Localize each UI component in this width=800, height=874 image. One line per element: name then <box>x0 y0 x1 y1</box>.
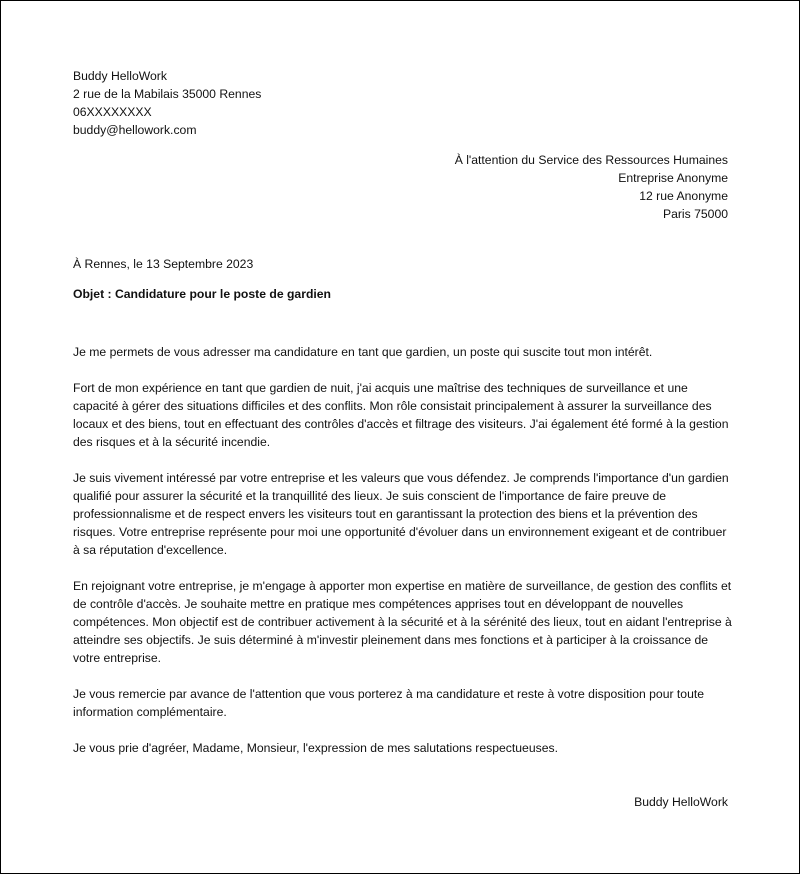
sender-phone: 06XXXXXXXX <box>73 105 152 119</box>
sender-address: 2 rue de la Mabilais 35000 Rennes <box>73 87 262 101</box>
letter-body <box>73 343 733 775</box>
paragraph-motivation: Je suis vivement intéressé par votre entreprise et les valeurs que vous défendez. Je comprends l'importance d'un gardien qualifié pour assurer la sécurité et la tranquillité des lieux. Je suis conscient de l'importance de faire preuve de professionnalisme et de respect envers les visiteurs tout en garantissant la protection des biens et la prévention des risques. Votre entreprise représente pour moi une opportunité d'évoluer dans un environnement exigeant et de contribuer à sa réputation d'excellence. <box>73 471 729 557</box>
letter-subject: Objet : Candidature pour le poste de gardien <box>73 287 331 301</box>
recipient-attention: À l'attention du Service des Ressources Humaines <box>454 153 728 167</box>
letter-date: À Rennes, le 13 Septembre 2023 <box>73 257 254 271</box>
recipient-block <box>455 151 728 223</box>
recipient-company: Entreprise Anonyme <box>618 171 728 185</box>
paragraph-commitment: En rejoignant votre entreprise, je m'engage à apporter mon expertise en matière de surveillance, de gestion des conflits et de contrôle d'accès. Je souhaite mettre en pratique mes compétences apprises tout en développant de nouvelles compétences. Mon objectif est de contribuer activement à la sécurité et à la sérénité des lieux, tout en aidant l'entreprise à atteindre ses objectifs. Je suis déterminé à m'investir pleinement dans mes fonctions et à participer à la croissance de votre entreprise. <box>73 579 732 665</box>
paragraph-intro: Je me permets de vous adresser ma candidature en tant que gardien, un poste qui suscite tout mon intérêt. <box>73 345 653 359</box>
paragraph-closing: Je vous prie d'agréer, Madame, Monsieur, l'expression de mes salutations respectueuses. <box>73 741 558 755</box>
paragraph-experience: Fort de mon expérience en tant que gardien de nuit, j'ai acquis une maîtrise des techniques de surveillance et une capacité à gérer des situations difficiles et des conflits. Mon rôle consistait principalement à assurer la surveillance des locaux et des biens, tout en effectuant des contrôles d'accès et filtrage des visiteurs. J'ai également été formé à la gestion des risques et à la sécurité incendie. <box>73 381 729 449</box>
recipient-city: Paris 75000 <box>662 207 728 221</box>
recipient-street: 12 rue Anonyme <box>639 189 728 203</box>
signature: Buddy HelloWork <box>634 795 728 809</box>
sender-name: Buddy HelloWork <box>73 69 167 83</box>
sender-block <box>73 67 261 139</box>
paragraph-thanks: Je vous remercie par avance de l'attention que vous porterez à ma candidature et reste à votre disposition pour toute information complémentaire. <box>73 687 705 719</box>
sender-email: buddy@hellowork.com <box>73 123 197 137</box>
